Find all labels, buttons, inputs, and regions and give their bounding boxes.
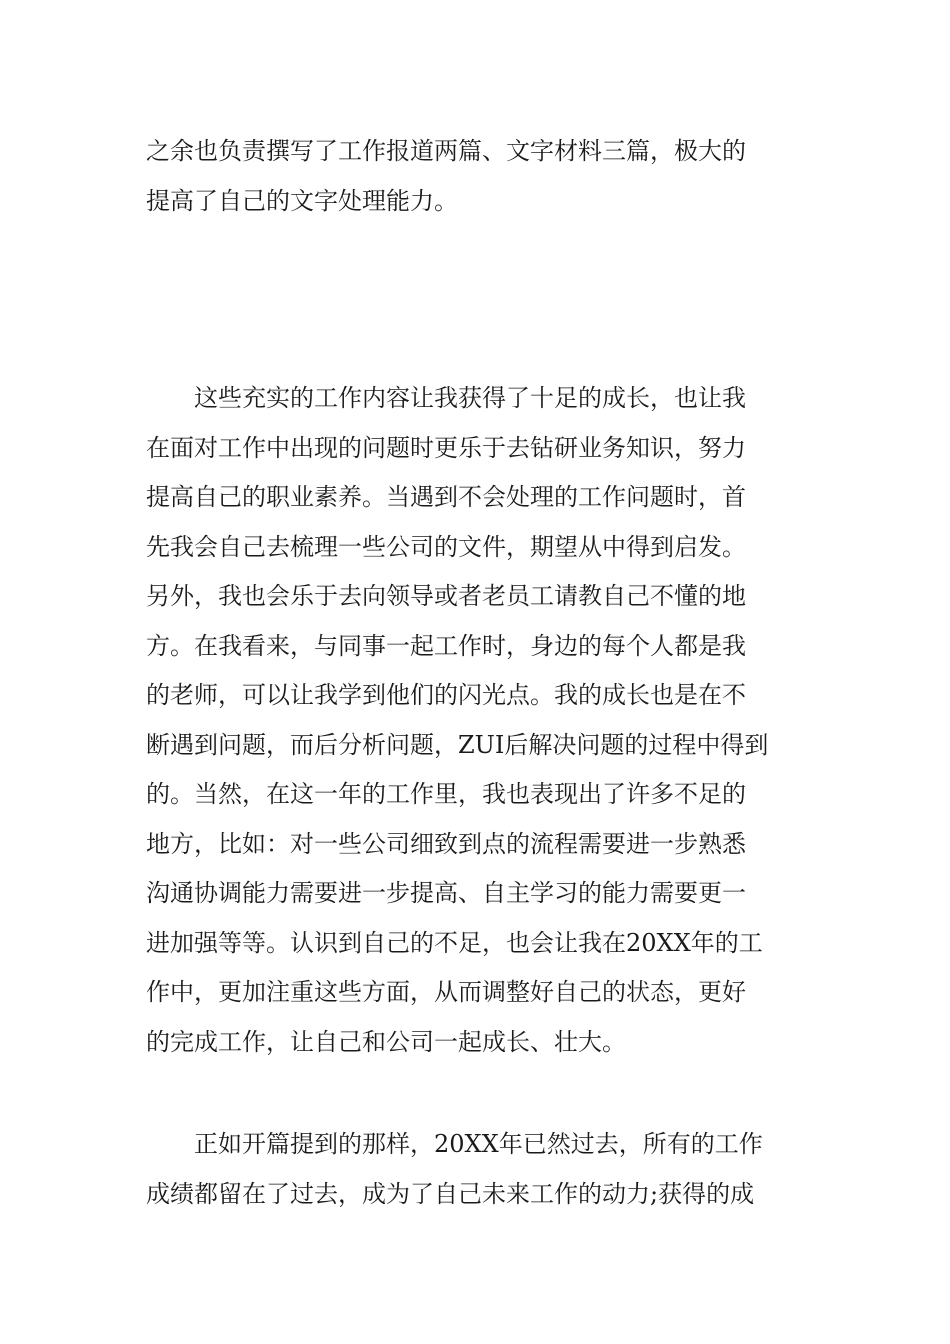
text-line: 这些充实的工作内容让我获得了十足的成长，也让我 — [194, 384, 746, 412]
text-line: 方。在我看来，与同事一起工作时，身边的每个人都是我 — [146, 631, 746, 660]
paragraph-2 — [146, 374, 806, 1067]
text-line: 之余也负责撰写了工作报道两篇、文字材料三篇，极大的 — [146, 137, 746, 165]
text-line: 断遇到问题，而后分析问题，ZUI后解决问题的过程中得到 — [146, 730, 769, 759]
text-line: 提高了自己的文字处理能力。 — [146, 186, 458, 215]
text-line: 在面对工作中出现的问题时更乐于去钻研业务知识，努力 — [146, 433, 746, 462]
text-line: 的老师，可以让我学到他们的闪光点。我的成长也是在不 — [146, 681, 746, 709]
text-line: 作中，更加注重这些方面，从而调整好自己的状态，更好 — [146, 978, 746, 1006]
text-line: 先我会自己去梳理一些公司的文件，期望从中得到启发。 — [146, 532, 746, 561]
text-line: 的完成工作，让自己和公司一起成长、壮大。 — [146, 1027, 626, 1056]
paragraph-3 — [146, 1120, 806, 1219]
text-line: 正如开篇提到的那样，20XX年已然过去，所有的工作 — [194, 1130, 763, 1158]
text-line: 沟通协调能力需要进一步提高、自主学习的能力需要更一 — [146, 879, 746, 907]
text-line: 另外，我也会乐于去向领导或者老员工请教自己不懂的地 — [146, 582, 746, 610]
text-line: 地方，比如：对一些公司细致到点的流程需要进一步熟悉 — [146, 829, 746, 858]
text-line: 的。当然，在这一年的工作里，我也表现出了许多不足的 — [146, 780, 746, 808]
paragraph-1 — [146, 127, 806, 226]
text-line: 成绩都留在了过去，成为了自己未来工作的动力;获得的成 — [146, 1179, 755, 1208]
text-line: 提高自己的职业素养。当遇到不会处理的工作问题时，首 — [146, 483, 746, 511]
text-line: 进加强等等。认识到自己的不足，也会让我在20XX年的工 — [146, 928, 763, 957]
